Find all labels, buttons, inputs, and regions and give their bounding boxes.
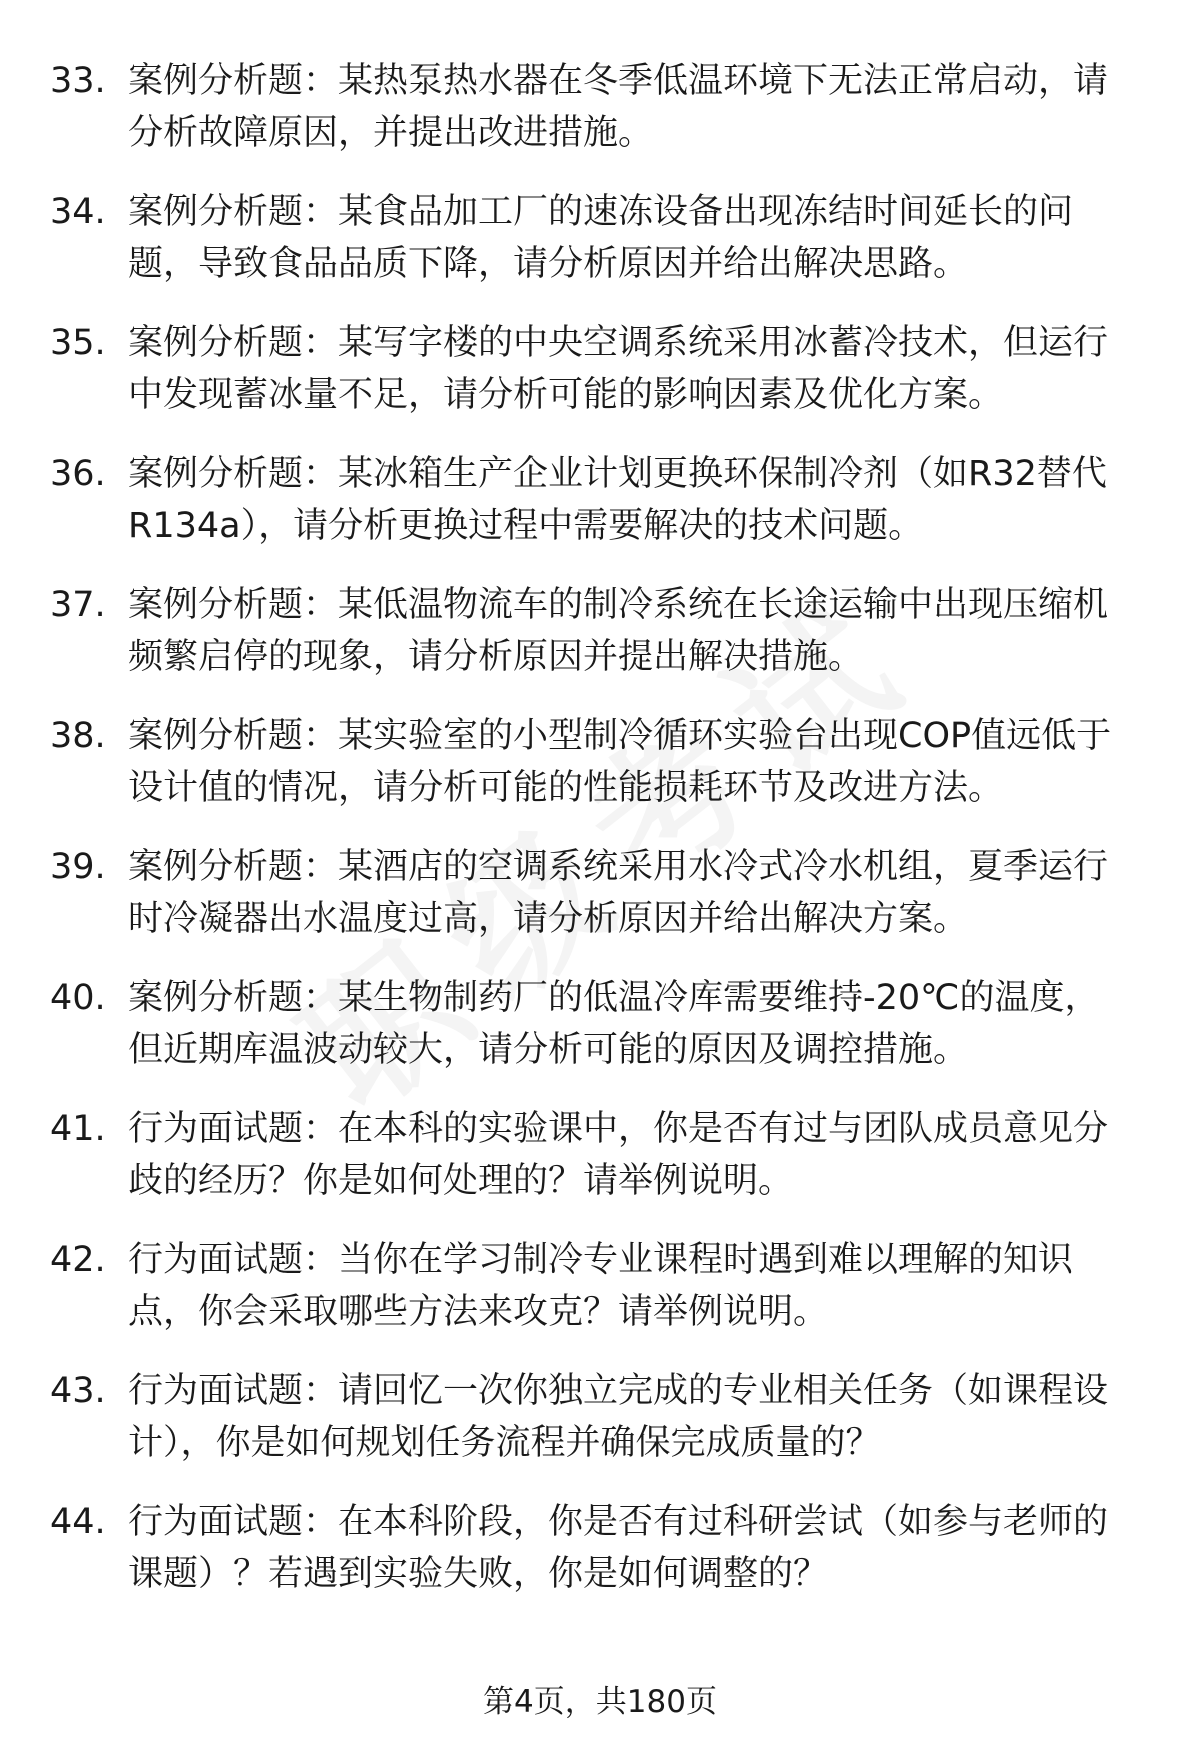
question-item — [0, 448, 1200, 579]
question-text: 案例分析题：某热泵热水器在冬季低温环境下无法正常启动，请 分析故障原因，并提出改进措施。 — [128, 61, 1109, 153]
question-number: 38. — [50, 716, 106, 756]
question-item — [0, 579, 1200, 710]
question-text: 案例分析题：某冰箱生产企业计划更换环保制冷剂（如R32替代 R134a），请分析更换过程中需要解决的技术问题。 — [128, 454, 1107, 546]
question-list — [0, 55, 1200, 1627]
question-number: 34. — [50, 192, 106, 232]
question-text: 行为面试题：请回忆一次你独立完成的专业相关任务（如课程设 计），你是如何规划任务流程并确保完成质量的？ — [128, 1371, 1109, 1463]
question-text: 行为面试题：当你在学习制冷专业课程时遇到难以理解的知识 点，你会采取哪些方法来攻克？请举例说明。 — [128, 1240, 1074, 1332]
question-number: 35. — [50, 323, 106, 363]
question-number: 39. — [50, 847, 106, 887]
question-text: 案例分析题：某食品加工厂的速冻设备出现冻结时间延长的问 题，导致食品品质下降，请分析原因并给出解决思路。 — [128, 192, 1074, 284]
question-number: 37. — [50, 585, 106, 625]
question-item — [0, 1365, 1200, 1496]
question-number: 40. — [50, 978, 106, 1018]
question-item — [0, 317, 1200, 448]
question-number: 42. — [50, 1240, 106, 1280]
question-text: 案例分析题：某低温物流车的制冷系统在长途运输中出现压缩机 频繁启停的现象，请分析原因并提出解决措施。 — [128, 585, 1109, 677]
question-item — [0, 1103, 1200, 1234]
question-item — [0, 1496, 1200, 1627]
question-item — [0, 972, 1200, 1103]
question-number: 33. — [50, 61, 106, 101]
question-number: 43. — [50, 1371, 106, 1411]
question-item — [0, 186, 1200, 317]
question-number: 41. — [50, 1109, 106, 1149]
question-number: 36. — [50, 454, 106, 494]
question-text: 案例分析题：某实验室的小型制冷循环实验台出现COP值远低于 设计值的情况，请分析可能的性能损耗环节及改进方法。 — [128, 716, 1112, 808]
question-text: 行为面试题：在本科阶段，你是否有过科研尝试（如参与老师的 课题）？若遇到实验失败，你是如何调整的？ — [128, 1502, 1109, 1594]
question-text: 案例分析题：某生物制药厂的低温冷库需要维持-20℃的温度， 但近期库温波动较大，请分析可能的原因及调控措施。 — [128, 978, 1100, 1070]
question-item — [0, 1234, 1200, 1365]
question-item — [0, 841, 1200, 972]
question-number: 44. — [50, 1502, 106, 1542]
question-text: 行为面试题：在本科的实验课中，你是否有过与团队成员意见分 歧的经历？你是如何处理的？请举例说明。 — [128, 1109, 1109, 1201]
question-text: 案例分析题：某酒店的空调系统采用水冷式冷水机组，夏季运行 时冷凝器出水温度过高，请分析原因并给出解决方案。 — [128, 847, 1109, 939]
question-item — [0, 55, 1200, 186]
question-item — [0, 710, 1200, 841]
question-text: 案例分析题：某写字楼的中央空调系统采用冰蓄冷技术，但运行 中发现蓄冰量不足，请分析可能的影响因素及优化方案。 — [128, 323, 1109, 415]
page-footer: 第4页，共180页 — [483, 1684, 717, 1720]
